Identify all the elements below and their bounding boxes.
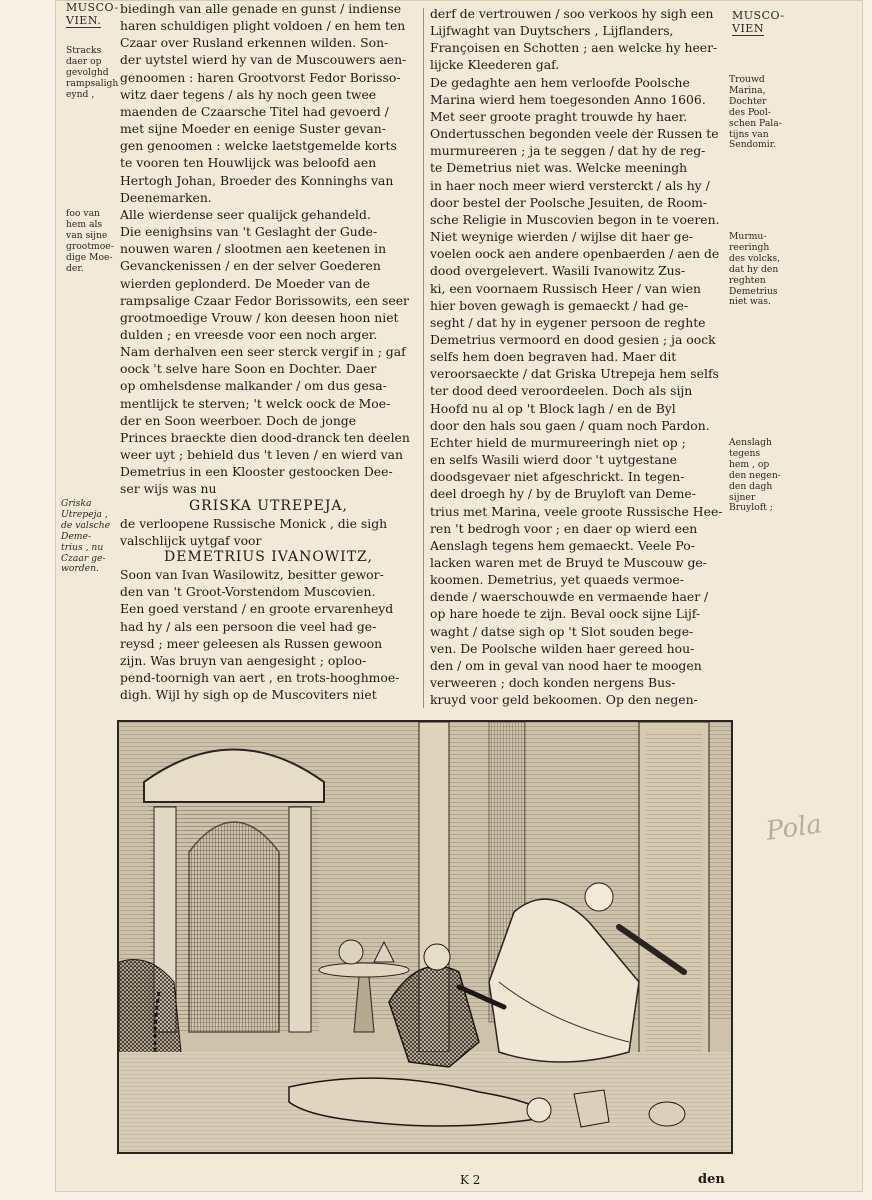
margin-note: [729, 232, 780, 308]
text-line: haren schuldigen plight voldoen / en hem ten: [120, 18, 406, 34]
margin-note-line: sijner: [729, 491, 756, 503]
text-line: genoomen : haren Grootvorst Fedor Borisso-: [120, 69, 401, 85]
margin-note-line: hem , op: [729, 458, 770, 470]
text-line: reysd ; meer geleesen als Russen gewoon: [120, 635, 383, 651]
text-line: Gevanckenissen / en der selver Goederen: [120, 258, 381, 274]
text-line: Czaar over Rusland erkennen wilden. Son-: [120, 35, 389, 51]
text-line: hier boven gewagh is gemaeckt / had ge-: [430, 297, 689, 313]
margin-note-line: Stracks: [66, 45, 102, 56]
margin-note-line: tegens: [729, 447, 761, 459]
text-line: murmureeren ; ja te seggen / dat hy de reg-: [430, 143, 706, 159]
margin-note-line: des Pool-: [729, 106, 771, 118]
margin-note-line: Trouwd: [729, 74, 765, 85]
margin-note-line: Griska: [61, 498, 92, 509]
text-line: Hoofd nu al op 't Block lagh / en de Byl: [430, 400, 676, 416]
text-line: de verloopene Russische Monick , die sigh: [120, 515, 388, 531]
margin-note-line: daer op: [66, 55, 102, 67]
margin-note-line: hem als: [66, 218, 103, 230]
running-head-right: [732, 9, 785, 35]
margin-note-line: reeringh: [729, 241, 770, 253]
text-line: den / om in geval van nood haer te moogen: [430, 657, 702, 673]
text-line: selfs hem doen begraven had. Maer dit: [430, 349, 677, 365]
text-line: trius met Marina, veele groote Russische Hee-: [430, 503, 723, 519]
margin-note-line: Sendomir.: [729, 139, 777, 151]
text-line: wierden geplonderd. De Moeder van de: [120, 275, 370, 291]
text-line: Demetrius in een Klooster gestoocken Dee-: [120, 464, 393, 480]
text-line: in haer noch meer wierd versterckt / als hy /: [430, 177, 710, 193]
running-head-left: [66, 1, 119, 27]
text-line: en selfs Wasili wierd door 't uytgestane: [430, 452, 678, 468]
margin-note-line: dige Moe-: [66, 251, 113, 263]
margin-note-line: Murmu-: [729, 231, 767, 242]
margin-note-line: grootmoe-: [66, 240, 114, 252]
text-line: den van 't Groot-Vorstendom Muscovien.: [120, 584, 376, 600]
text-line: pend-toornigh van aert , en trots-hooghmoe-: [120, 670, 400, 686]
text-line: sche Religie in Muscovien begon in te voeren.: [430, 211, 720, 227]
text-block: [120, 515, 417, 549]
text-line: Princes braeckte dien dood-dranck ten deelen: [120, 429, 410, 445]
text-line: ren 't bedrogh voor ; en daer op wierd een: [430, 520, 698, 536]
text-line: derf de vertrouwen / soo verkoos hy sigh een: [430, 6, 714, 21]
text-line: Niet weynige wierden / wijlse dit haer ge-: [430, 229, 694, 245]
margin-note-line: Demetrius: [729, 285, 778, 297]
text-line: zijn. Was bruyn van aengesight ; oploo-: [120, 652, 367, 668]
text-line: dende / waerschouwde en vermaende haer /: [430, 589, 709, 605]
margin-note-line: foo van: [66, 208, 100, 219]
text-line: der uytstel wierd hy van de Muscouwers aen-: [120, 52, 407, 68]
text-line: Marina wierd hem toegesonden Anno 1606.: [430, 91, 706, 107]
text-line: veroorsaeckte / dat Griska Utrepeja hem selfs: [430, 366, 719, 382]
margin-note: [66, 209, 114, 274]
text-line: mentlijck te sterven; 't welck oock de Moe-: [120, 395, 391, 411]
text-line: Aenslagh tegens hem gemaeckt. Veele Po-: [430, 537, 695, 553]
engraving-scene: [119, 722, 731, 1152]
margin-note-line: Dochter: [729, 95, 767, 107]
text-column-left: [120, 0, 417, 703]
section-heading: GRISKA UTREPEJA,: [188, 497, 348, 514]
margin-note-line: eynd ,: [66, 88, 95, 100]
text-line: Die eenighsins van 't Geslaght der Gude-: [120, 224, 378, 240]
margin-note-line: gevolghd: [66, 66, 109, 78]
margin-note-line: rampsaligh: [66, 77, 119, 89]
margin-note-line: schen Pala-: [729, 117, 782, 129]
text-line: Alle wierdense seer qualijck gehandeld.: [120, 206, 371, 222]
text-line: kruyd voor geld bekoomen. Op den negen-: [430, 692, 698, 708]
text-line: seght / dat hy in eygener persoon de reghte: [430, 314, 706, 330]
text-block: [120, 566, 417, 703]
text-line: verweeren ; doch konden nergens Bus-: [430, 675, 676, 691]
margin-note-line: Deme-: [61, 530, 92, 542]
text-line: grootmoedige Vrouw / kon deesen hoon niet: [120, 309, 399, 325]
text-line: lacken waren met de Bruyd te Muscouw ge-: [430, 555, 707, 570]
running-head-line: MUSCO-: [66, 1, 119, 14]
text-line: ter dood deed veroordeelen. Doch als sijn: [430, 383, 693, 399]
text-line: oock 't selve hare Soon en Dochter. Daer: [120, 361, 377, 377]
text-line: rampsalige Czaar Fedor Borissowits, een seer: [120, 292, 409, 308]
margin-note-line: Aenslagh: [729, 437, 772, 448]
margin-note-line: tijns van: [729, 128, 769, 140]
text-line: Hertogh Johan, Broeder des Konninghs van: [120, 172, 394, 188]
text-line: waght / datse sigh op 't Slot souden bege-: [430, 623, 694, 639]
catchword: den: [698, 1172, 725, 1187]
text-line: valschlijck uytgaf voor: [120, 532, 262, 548]
text-column-right: [430, 5, 730, 708]
margin-note-line: dat hy den: [729, 263, 779, 275]
margin-note-line: van sijne: [66, 229, 108, 241]
running-head-line: VIEN: [732, 22, 764, 35]
margin-note-line: den dagh: [729, 480, 773, 492]
margin-note-line: de valsche: [61, 519, 111, 531]
text-line: De gedaghte aen hem verloofde Poolsche: [430, 74, 690, 90]
text-block: [430, 5, 730, 708]
margin-note-line: der.: [66, 262, 84, 274]
text-line: doodsgevaer niet afgeschrickt. In tegen-: [430, 469, 685, 485]
margin-note-line: trius , nu: [61, 541, 104, 553]
text-line: Demetrius vermoord en dood gesien ; ja oock: [430, 331, 716, 347]
margin-note-line: des volcks,: [729, 252, 780, 264]
margin-note-line: Marina,: [729, 84, 766, 96]
text-line: Nam derhalven een seer sterck vergif in ; gaf: [120, 344, 406, 360]
text-line: met sijne Moeder en eenige Suster gevan-: [120, 121, 386, 137]
text-line: deel droegh hy / by de Bruyloft van Deme-: [430, 486, 696, 502]
margin-note-line: Utrepeja ,: [61, 508, 108, 520]
text-line: weer uyt ; behield dus 't leven / en wierd van: [120, 447, 404, 463]
column-divider: [423, 8, 424, 708]
margin-note-line: reghten: [729, 274, 766, 286]
text-line: ki, een voornaem Russisch Heer / van wien: [430, 280, 702, 296]
text-line: op omhelsdense malkander / om dus gesa-: [120, 378, 387, 394]
running-head-line: VIEN.: [66, 14, 102, 27]
margin-note: [729, 75, 782, 151]
text-line: digh. Wijl hy sigh op de Muscoviters niet: [120, 687, 377, 703]
text-line: koomen. Demetrius, yet quaeds vermoe-: [430, 572, 684, 588]
text-line: gen genoomen : welcke laetstgemelde korts: [120, 138, 397, 154]
running-head-line: MUSCO-: [732, 9, 785, 22]
margin-note-line: Czaar ge-: [61, 552, 106, 564]
text-line: te vooren ten Houwlijck was beloofd aen: [120, 155, 377, 171]
margin-note-line: worden.: [61, 563, 99, 575]
margin-note: [61, 499, 110, 575]
margin-note: [729, 438, 781, 514]
text-line: dood overgelevert. Wasili Ivanowitz Zus-: [430, 263, 686, 279]
pencil-annotation: Pola: [764, 809, 824, 847]
engraving-illustration: [117, 720, 733, 1154]
text-line: biedingh van alle genade en gunst / indiense: [120, 1, 402, 16]
text-line: Met seer groote praght trouwde hy haer.: [430, 108, 688, 124]
text-line: voelen oock aen andere openbaerden / aen de: [430, 246, 720, 262]
text-line: Een goed verstand / en groote ervarenheyd: [120, 601, 394, 617]
text-line: op hare hoede te zijn. Beval oock sijne Lijf-: [430, 606, 701, 622]
text-line: lijcke Kleederen gaf.: [430, 57, 560, 73]
text-line: Echter hield de murmureeringh niet op ;: [430, 434, 686, 450]
text-line: ven. De Poolsche wilden haer gereed hou-: [430, 640, 695, 656]
text-line: witz daer tegens / als hy noch geen twee: [120, 86, 377, 102]
text-line: nouwen waren / slootmen aen keetenen in: [120, 241, 387, 257]
text-line: te Demetrius niet was. Welcke meeningh: [430, 160, 688, 176]
margin-note: [66, 46, 118, 101]
text-line: Lijfwaght van Duytschers , Lijflanders,: [430, 23, 674, 39]
text-line: door bestel der Poolsche Jesuiten, de Room-: [430, 194, 708, 210]
text-line: dulden ; en vreesde voor een noch arger.: [120, 326, 378, 342]
section-heading: DEMETRIUS IVANOWITZ,: [164, 549, 373, 565]
text-line: der en Soon weerboer. Doch de jonge: [120, 412, 357, 428]
text-line: Soon van Ivan Wasilowitz, besitter gewor-: [120, 567, 384, 583]
text-line: Françoisen en Schotten ; aen welcke hy heer-: [430, 40, 718, 56]
text-line: door den hals sou gaen / quam noch Pardon.: [430, 417, 710, 433]
text-line: Deenemarken.: [120, 189, 212, 205]
text-line: Ondertusschen begonden veele der Russen te: [430, 126, 719, 142]
text-line: ser wijs was nu: [120, 481, 217, 497]
margin-note-line: den negen-: [729, 469, 781, 481]
text-line: maenden de Czaarsche Titel had gevoerd /: [120, 103, 389, 119]
text-line: had hy / als een persoon die veel had ge-: [120, 618, 377, 634]
signature-mark: K 2: [460, 1173, 481, 1187]
text-block: [120, 0, 417, 498]
margin-note-line: Bruyloft ;: [729, 502, 773, 514]
margin-note-line: niet was.: [729, 296, 771, 308]
